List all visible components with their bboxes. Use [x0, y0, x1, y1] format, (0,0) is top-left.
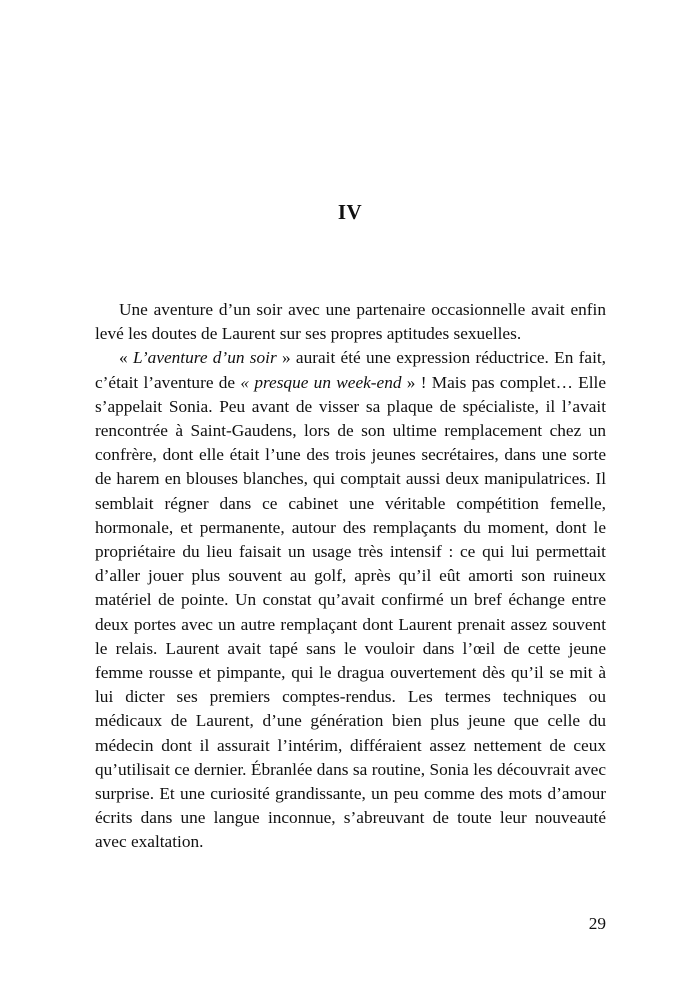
page-number: 29: [588, 914, 606, 933]
paragraph-2: [95, 346, 606, 854]
body-text: [95, 298, 606, 855]
paragraph-2-mid-text: » aurait été une expression réductrice. En fait, c’était l’aventure de: [95, 348, 606, 392]
paragraph-2-rest-text: » ! Mais pas complet… Elle s’appelait Sonia. Peu avant de visser sa plaque de spécialiste, il l’avait rencontrée à Saint-Gaudens, lors de son ultime remplacement chez un confrère, dont elle était l’une des trois jeunes secrétaires, dans une sorte de harem en blouses blanches, qui comptait aussi deux manipulatrices. Il semblait régner dans ce cabinet une véritable compétition femelle, hormonale, et permanente, autour des remplaçants du moment, dont le propriétaire du lieu faisait un usage très intensif : ce qui lui permettait d’aller jouer plus souvent au golf, après qu’il eût amorti son ruineux matériel de pointe. Un constat qu’avait confirmé un bref échange entre deux portes avec un autre remplaçant dont Laurent prenait assez souvent le relais. Laurent avait tapé sans le vouloir dans l’œil de cette jeune femme rousse et pimpante, qui le dragua ouvertement dès qu’il se mit à lui dicter ses premiers comptes-rendus. Les termes techniques ou médicaux de Laurent, d’une génération bien plus jeune que celle du médecin dont il assurait l’intérim, différaient assez nettement de ceux qu’utilisait ce dernier. Ébranlée dans sa routine, Sonia les découvrait avec surprise. Et une curiosité grandissante, un peu comme des mots d’amour écrits dans une langue inconnue, s’abreuvant de toute leur nouveauté avec exaltation.: [95, 372, 606, 852]
chapter-heading: IV: [337, 200, 363, 224]
paragraph-1-text: Une aventure d’un soir avec une partenaire occasionnelle avait enfin levé les doutes de Laurent sur ses propres aptitudes sexuelles.: [95, 300, 606, 344]
paragraph-2-italic-phrase: « presque un week-end: [240, 372, 402, 392]
paragraph-1: [95, 298, 606, 346]
paragraph-2-italic-title: L’aventure d’un soir: [132, 348, 277, 368]
paragraph-2-open-quote: «: [119, 348, 133, 368]
